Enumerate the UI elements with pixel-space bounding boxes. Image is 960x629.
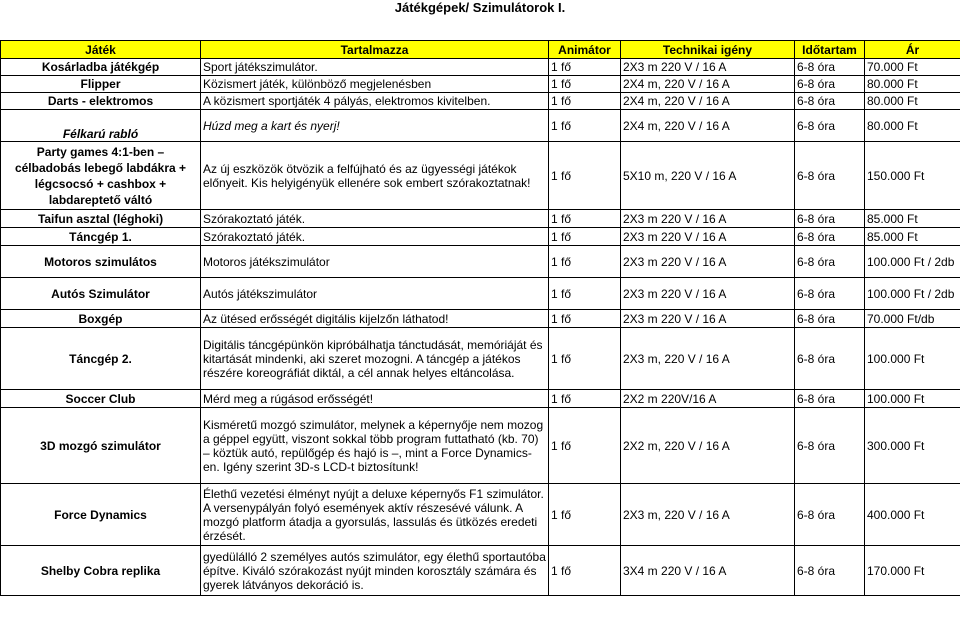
technical-requirement: 2X2 m, 220 V / 16 A [621, 408, 795, 484]
animator-count: 1 fő [549, 59, 621, 76]
animator-count: 1 fő [549, 546, 621, 596]
animator-count: 1 fő [549, 76, 621, 93]
table-row [1, 390, 960, 408]
price: 80.000 Ft [865, 110, 960, 142]
game-name: 3D mozgó szimulátor [1, 408, 201, 484]
table-row [1, 210, 960, 228]
animator-count: 1 fő [549, 484, 621, 546]
animator-count: 1 fő [549, 278, 621, 310]
animator-count: 1 fő [549, 246, 621, 278]
table-row [1, 328, 960, 390]
game-description: Motoros játékszimulátor [201, 246, 549, 278]
price: 150.000 Ft [865, 142, 960, 210]
game-name: Félkarú rabló [1, 110, 201, 142]
price: 100.000 Ft / 2db [865, 278, 960, 310]
game-name: Shelby Cobra replika [1, 546, 201, 596]
header-price: Ár [865, 41, 960, 59]
price: 300.000 Ft [865, 408, 960, 484]
game-name: Force Dynamics [1, 484, 201, 546]
header-game: Játék [1, 41, 201, 59]
game-description: Kisméretű mozgó szimulátor, melynek a képernyője nem mozog a géppel együtt, viszont sokkal több program futtatható (kb. 70) – köztük autó, repülőgép és hajó is –, mint a Force Dynamics-en. Igény szerint 3D-s LCD-t biztosítunk! [201, 408, 549, 484]
duration: 6-8 óra [795, 328, 865, 390]
price: 80.000 Ft [865, 93, 960, 110]
header-contents: Tartalmazza [201, 41, 549, 59]
duration: 6-8 óra [795, 59, 865, 76]
game-name: Soccer Club [1, 390, 201, 408]
duration: 6-8 óra [795, 93, 865, 110]
animator-count: 1 fő [549, 408, 621, 484]
duration: 6-8 óra [795, 76, 865, 93]
game-name: Kosárladba játékgép [1, 59, 201, 76]
duration: 6-8 óra [795, 546, 865, 596]
game-description: A közismert sportjáték 4 pályás, elektromos kivitelben. [201, 93, 549, 110]
price: 85.000 Ft [865, 210, 960, 228]
duration: 6-8 óra [795, 484, 865, 546]
game-description: Húzd meg a kart és nyerj! [201, 110, 549, 142]
duration: 6-8 óra [795, 246, 865, 278]
page-title: Játékgépek/ Szimulátorok I. [394, 0, 566, 15]
animator-count: 1 fő [549, 390, 621, 408]
game-name: Táncgép 1. [1, 228, 201, 246]
table-row [1, 246, 960, 278]
price: 100.000 Ft [865, 328, 960, 390]
table-row [1, 546, 960, 596]
table-row [1, 228, 960, 246]
table-row [1, 408, 960, 484]
game-description: Az ütésed erősségét digitális kijelzőn láthatod! [201, 310, 549, 328]
price: 100.000 Ft [865, 390, 960, 408]
technical-requirement: 3X4 m 220 V / 16 A [621, 546, 795, 596]
duration: 6-8 óra [795, 210, 865, 228]
technical-requirement: 2X2 m 220V/16 A [621, 390, 795, 408]
table-row [1, 142, 960, 210]
technical-requirement: 2X4 m, 220 V / 16 A [621, 76, 795, 93]
price: 80.000 Ft [865, 76, 960, 93]
table-row [1, 110, 960, 142]
technical-requirement: 2X3 m, 220 V / 16 A [621, 328, 795, 390]
technical-requirement: 2X3 m 220 V / 16 A [621, 310, 795, 328]
game-description: Élethű vezetési élményt nyújt a deluxe képernyős F1 szimulátor. A versenypályán folyó események aktív részesévé válunk. A mozgó platform átadja a gyorsulás, lassulás és ütközés eredeti érzését. [201, 484, 549, 546]
technical-requirement: 2X3 m 220 V / 16 A [621, 59, 795, 76]
game-name: Taifun asztal (léghoki) [1, 210, 201, 228]
technical-requirement: 2X3 m, 220 V / 16 A [621, 484, 795, 546]
game-name: Autós Szimulátor [1, 278, 201, 310]
table-row [1, 278, 960, 310]
game-description: Sport játékszimulátor. [201, 59, 549, 76]
duration: 6-8 óra [795, 408, 865, 484]
game-description: Autós játékszimulátor [201, 278, 549, 310]
price: 70.000 Ft [865, 59, 960, 76]
animator-count: 1 fő [549, 210, 621, 228]
duration: 6-8 óra [795, 142, 865, 210]
animator-count: 1 fő [549, 93, 621, 110]
technical-requirement: 5X10 m, 220 V / 16 A [621, 142, 795, 210]
game-description: Digitális táncgépünkön kipróbálhatja tánctudását, memóriáját és kitartását mindenki, aki szeret mozogni. A táncgép a játékos részére koreográfiát diktál, a cél annak helyes eltáncolása. [201, 328, 549, 390]
table-row [1, 310, 960, 328]
game-name: Motoros szimulátos [1, 246, 201, 278]
duration: 6-8 óra [795, 310, 865, 328]
price: 170.000 Ft [865, 546, 960, 596]
duration: 6-8 óra [795, 278, 865, 310]
game-description: Közismert játék, különböző megjelenésben [201, 76, 549, 93]
animator-count: 1 fő [549, 142, 621, 210]
header-duration: Időtartam [795, 41, 865, 59]
table-row [1, 59, 960, 76]
table-row [1, 93, 960, 110]
game-name: Boxgép [1, 310, 201, 328]
duration: 6-8 óra [795, 110, 865, 142]
animator-count: 1 fő [549, 328, 621, 390]
duration: 6-8 óra [795, 390, 865, 408]
technical-requirement: 2X3 m 220 V / 16 A [621, 228, 795, 246]
technical-requirement: 2X4 m, 220 V / 16 A [621, 93, 795, 110]
animator-count: 1 fő [549, 228, 621, 246]
price-table [0, 40, 960, 596]
table-row [1, 484, 960, 546]
game-description: Szórakoztató játék. [201, 210, 549, 228]
header-technical: Technikai igény [621, 41, 795, 59]
technical-requirement: 2X4 m, 220 V / 16 A [621, 110, 795, 142]
animator-count: 1 fő [549, 310, 621, 328]
header-row [1, 41, 960, 59]
price: 100.000 Ft / 2db [865, 246, 960, 278]
price: 85.000 Ft [865, 228, 960, 246]
animator-count: 1 fő [549, 110, 621, 142]
game-name: Darts - elektromos [1, 93, 201, 110]
game-description: gyedülálló 2 személyes autós szimulátor, egy élethű sportautóba építve. Kiváló szórakozást nyújt minden korosztály számára és gyerek látványos dekoráció is. [201, 546, 549, 596]
price: 70.000 Ft/db [865, 310, 960, 328]
price: 400.000 Ft [865, 484, 960, 546]
duration: 6-8 óra [795, 228, 865, 246]
technical-requirement: 2X3 m 220 V / 16 A [621, 210, 795, 228]
table-row [1, 76, 960, 93]
game-description: Szórakoztató játék. [201, 228, 549, 246]
game-description: Az új eszközök ötvözik a felfújható és az ügyességi játékok előnyeit. Kis helyigényük ellenére sok embert szórakoztatnak! [201, 142, 549, 210]
technical-requirement: 2X3 m 220 V / 16 A [621, 278, 795, 310]
game-name: Party games 4:1-ben – célbadobás lebegő labdákra + légcsocsó + cashbox + labdareptető váltó [1, 142, 201, 210]
game-name: Táncgép 2. [1, 328, 201, 390]
game-name: Flipper [1, 76, 201, 93]
technical-requirement: 2X3 m 220 V / 16 A [621, 246, 795, 278]
header-animator: Animátor [549, 41, 621, 59]
game-description: Mérd meg a rúgásod erősségét! [201, 390, 549, 408]
